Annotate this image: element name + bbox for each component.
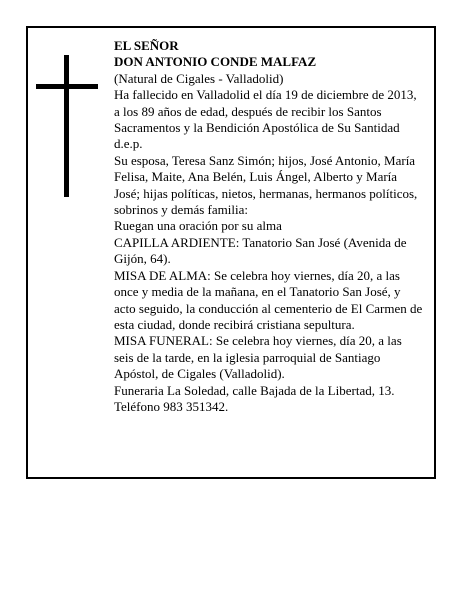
deceased-title: EL SEÑOR — [114, 38, 179, 53]
funeral-mass-info: MISA FUNERAL: Se celebra hoy viernes, día 20, a las seis de la tarde, en la iglesia parroquial de Santiago Apóstol, de Cigales (Valladolid). — [114, 333, 402, 382]
rip-text: d.e.p. — [114, 136, 143, 152]
deceased-name: DON ANTONIO CONDE MALFAZ — [114, 54, 317, 70]
cross-vertical-bar — [64, 55, 69, 197]
family-list: Su esposa, Teresa Sanz Simón; hijos, José Antonio, María Felisa, Maite, Ana Belén, Luis Ángel, Alberto y María José; hijas políticas, nietos, hermanas, hermanos políticos, sobrinos y demás familia: — [114, 152, 418, 218]
prayer-request: Ruegan una oración por su alma — [114, 218, 282, 234]
deceased-origin: (Natural de Cigales - Valladolid) — [114, 70, 284, 86]
cross-horizontal-bar — [36, 84, 98, 89]
obituary-text — [114, 38, 424, 415]
funeral-home-info: Funeraria La Soledad, calle Bajada de la Libertad, 13. Teléfono 983 351342. — [114, 382, 395, 414]
soul-mass-info: MISA DE ALMA: Se celebra hoy viernes, día 20, a las once y media de la mañana, en el Tanatorio San José, y acto seguido, la conducción al cementerio de El Carmen de esta ciudad, donde recibirá cristiana sepultura. — [114, 267, 423, 332]
death-announcement: Ha fallecido en Valladolid el día 19 de diciembre de 2013, a los 89 años de edad, después de recibir los Santos Sacramentos y la Bendición Apostólica de Su Santidad — [114, 87, 417, 136]
chapel-info: CAPILLA ARDIENTE: Tanatorio San José (Avenida de Gijón, 64). — [114, 234, 407, 267]
